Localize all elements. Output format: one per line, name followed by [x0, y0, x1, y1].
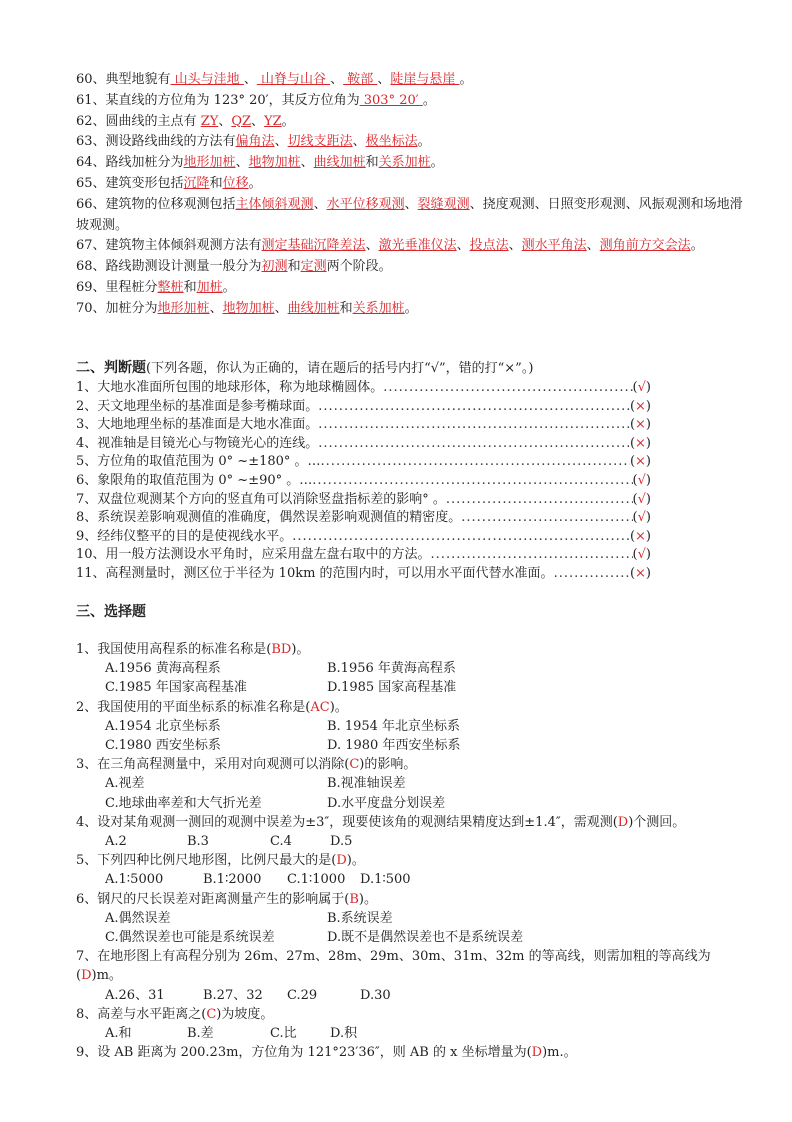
question-text: 和	[365, 155, 379, 171]
option: C.29	[287, 987, 318, 1003]
judge-answer: (×)	[629, 565, 651, 581]
fill-in-item	[76, 153, 746, 174]
judge-item	[76, 472, 651, 491]
question-text: 68、路线勘测设计测量一般分为	[76, 259, 262, 275]
option: C.4	[270, 833, 292, 849]
dot-leader	[554, 565, 630, 584]
answer-letters: D	[531, 1045, 543, 1061]
judge-item	[76, 565, 651, 584]
options-row	[76, 986, 746, 1005]
fill-in-item	[76, 70, 746, 91]
judge-answer: (√)	[632, 491, 651, 507]
question-text: 、	[330, 72, 344, 87]
question-text: 、	[377, 72, 391, 87]
question-text: 。	[404, 300, 418, 316]
question-text: 、	[365, 238, 379, 254]
answer-blank: 测定基础沉降差法	[261, 238, 366, 254]
answer-blank: 地物加桩	[222, 300, 275, 316]
option: A.和	[105, 1025, 132, 1041]
options-row	[76, 832, 746, 851]
option: D.水平度盘分划误差	[327, 795, 446, 811]
answer-blank: ZY	[200, 113, 219, 129]
question-text: )。	[358, 891, 377, 907]
question-text: 、	[274, 300, 288, 316]
question-text: 、	[274, 134, 288, 150]
judge-statement: 1、大地水准面所包围的地球形体，称为地球椭圆体。	[76, 380, 384, 395]
choice-question	[76, 851, 746, 870]
answer-blank: 曲线加桩	[287, 300, 340, 316]
fill-in-item	[76, 257, 746, 278]
question-text: 、	[352, 134, 366, 150]
question-text: 9、设 AB 距离为 200.23m，方位角为 121°23′36″，则 AB 的 x 坐标增量为(	[76, 1045, 532, 1061]
question-text: 64、路线加桩分为	[76, 155, 184, 171]
question-text: )。	[329, 699, 348, 715]
question-text: 、	[313, 196, 327, 212]
option: C.1∶1000	[287, 872, 346, 888]
fill-in-item	[76, 236, 746, 257]
dot-leader	[461, 509, 632, 528]
section-instructions: (下列各题，你认为正确的，请在题后的括号内打“√”，错的打“×”。)	[146, 361, 534, 376]
question-text: )个测回。	[628, 814, 686, 830]
answer-blank: 山头与洼地	[170, 72, 244, 87]
question-text: )m.。	[542, 1045, 577, 1061]
options-row	[76, 794, 746, 813]
question-text: 1、我国使用高程系的标准名称是(	[76, 642, 272, 657]
question-text: 和	[183, 279, 197, 295]
options-row	[76, 1024, 746, 1043]
answer-blank: 关系加桩	[352, 300, 405, 316]
judge-answer: (×)	[629, 454, 651, 470]
dot-leader	[318, 398, 630, 417]
question-text: )。	[346, 853, 365, 869]
option: A.1∶5000	[105, 872, 164, 888]
choice-question	[76, 890, 746, 909]
question-text: 5、下列四种比例尺地形图，比例尺最大的是(	[76, 853, 337, 869]
option: D.积	[330, 1025, 358, 1041]
answer-blank: 303° 20′	[359, 92, 423, 108]
judge-answer: (×)	[629, 417, 651, 433]
option: B.视准轴误差	[327, 776, 406, 792]
judge-mark: ×	[635, 565, 646, 581]
dot-leader	[446, 491, 633, 510]
answer-letters: C	[349, 757, 360, 773]
question-text: 70、加桩分为	[76, 300, 158, 316]
question-text: 、	[209, 300, 223, 316]
option: B. 1954 年北京坐标系	[327, 718, 461, 734]
judge-item	[76, 398, 651, 417]
question-text: 。	[222, 279, 236, 295]
option: B.1956 年黄海高程系	[327, 661, 456, 677]
question-text: 、	[300, 155, 314, 171]
option: D.既不是偶然误差也不是系统误差	[327, 929, 524, 945]
option: A.1956 黄海高程系	[105, 661, 221, 677]
answer-blank: 曲线加桩	[313, 155, 366, 171]
option: D.1985 国家高程基准	[327, 680, 457, 696]
question-text: 63、测设路线曲线的方法有	[76, 134, 236, 150]
answer-blank: 水平位移观测	[326, 196, 405, 212]
options-row	[76, 870, 746, 889]
answer-blank: 地形加桩	[183, 155, 236, 171]
question-text: 和	[287, 259, 301, 275]
question-text: 69、里程桩分	[76, 279, 158, 295]
question-text: 两个阶段。	[326, 259, 392, 275]
question-text: 。	[430, 155, 444, 171]
option: D.30	[360, 987, 391, 1003]
choice-question	[76, 640, 746, 659]
answer-letters: AC	[310, 699, 330, 715]
question-text: )为坡度。	[216, 1006, 274, 1022]
dot-leader	[312, 472, 632, 491]
question-text: 2、我国使用的平面坐标系的标准名称是(	[76, 699, 311, 715]
dot-leader	[321, 453, 630, 472]
option: A.偶然误差	[105, 910, 171, 926]
judge-statement: 9、经纬仪整平的目的是使视线水平。	[76, 528, 293, 544]
fill-in-answers	[76, 70, 746, 320]
options-row	[76, 909, 746, 928]
question-text: 、	[508, 238, 522, 254]
answer-letters: C	[206, 1006, 217, 1022]
judge-mark: ×	[635, 528, 646, 544]
judge-mark: ×	[635, 417, 646, 433]
answer-letters: D	[617, 814, 629, 830]
judge-item	[76, 528, 651, 547]
judge-statement: 6、象限角的取值范围为 0° ~±90° 。…	[76, 472, 313, 488]
answer-blank: 激光垂准仪法	[378, 238, 457, 254]
judge-section	[76, 358, 651, 584]
answer-blank: 裂缝观测	[417, 196, 470, 212]
answer-blank: 初测	[261, 259, 288, 275]
question-text: 、	[456, 238, 470, 254]
answer-blank: QZ	[231, 113, 252, 129]
answer-blank: 整桩	[157, 279, 184, 295]
question-text: 、	[218, 113, 232, 129]
judge-answer: (√)	[632, 472, 651, 488]
option: C.比	[270, 1025, 297, 1041]
question-text: 3、在三角高程测量中，采用对向观测可以消除(	[76, 757, 350, 773]
choice-question	[76, 1005, 746, 1024]
question-text: 、	[586, 238, 600, 254]
judge-statement: 3、大地地理坐标的基准面是大地水准面。	[76, 417, 319, 433]
option: D. 1980 年西安坐标系	[327, 737, 461, 753]
question-text: 。	[281, 113, 295, 129]
question-text: 。	[417, 134, 431, 150]
judge-mark: ×	[635, 454, 646, 470]
judge-answer: (√)	[632, 547, 651, 563]
judge-section-title	[76, 358, 651, 379]
question-text: 和	[209, 175, 223, 191]
question-text: 66、建筑物的位移观测包括	[76, 196, 236, 212]
question-text: 60、典型地貌有	[76, 72, 171, 87]
choice-section-title: 三、选择题	[76, 604, 146, 620]
option: A.26、31	[105, 987, 165, 1003]
fill-in-item	[76, 174, 746, 195]
judge-statement: 10、用一般方法测设水平角时，应采用盘左盘右取中的方法。	[76, 547, 431, 563]
fill-in-item	[76, 132, 746, 153]
question-text: 、	[235, 155, 249, 171]
option: D.1∶500	[360, 872, 411, 888]
judge-item	[76, 416, 651, 435]
answer-blank: 位移	[222, 175, 249, 191]
question-text: 7、在地形图上有高程分别为 26m、27m、28m、29m、30m、31m、32m 的等高线，则需加粗的等高线为(	[76, 949, 711, 984]
question-text: 4、设对某角观测一测回的观测中误差为±3″，现要使该角的观测结果精度达到±1.4″，需观测(	[76, 814, 618, 830]
section-heading: 二、判断题	[76, 360, 146, 376]
judge-mark: ×	[635, 435, 646, 451]
judge-answer: (×)	[629, 398, 651, 414]
answer-blank: 测角前方交会法	[599, 238, 691, 254]
judge-answer: (×)	[629, 528, 651, 544]
answer-blank: 切线支距法	[287, 134, 353, 150]
choice-question	[76, 1043, 746, 1062]
fill-in-item	[76, 299, 746, 320]
options-row	[76, 774, 746, 793]
choice-question	[76, 755, 746, 774]
dot-leader	[383, 379, 632, 398]
judge-item	[76, 453, 651, 472]
option: B.27、32	[203, 987, 263, 1003]
options-row	[76, 928, 746, 947]
answer-blank: 陡崖与悬崖	[390, 72, 460, 87]
judge-list	[76, 379, 651, 584]
judge-item	[76, 546, 651, 565]
question-text: )。	[291, 642, 310, 657]
judge-mark: √	[637, 547, 646, 563]
options-row	[76, 717, 746, 736]
answer-blank: 鞍部	[343, 72, 378, 87]
question-text: 。	[690, 238, 704, 254]
judge-answer: (√)	[632, 380, 651, 395]
question-text: 67、建筑物主体倾斜观测方法有	[76, 238, 262, 254]
answer-blank: 偏角法	[235, 134, 275, 150]
answer-blank: 山脊与山谷	[256, 72, 331, 87]
question-text: 。	[459, 72, 473, 87]
judge-item	[76, 509, 651, 528]
question-text: 。	[422, 92, 436, 108]
answer-blank: 测水平角法	[521, 238, 587, 254]
answer-letters: B	[349, 891, 359, 907]
options-row	[76, 678, 746, 697]
judge-statement: 5、方位角的取值范围为 0° ~±180° 。…	[76, 454, 321, 470]
fill-in-item	[76, 195, 746, 237]
question-text: 62、圆曲线的主点有	[76, 113, 201, 129]
judge-item	[76, 491, 651, 510]
option: B.3	[187, 833, 209, 849]
options-row	[76, 736, 746, 755]
question-text: 、	[251, 113, 265, 129]
judge-mark: √	[637, 472, 646, 488]
option: A.1954 北京坐标系	[105, 718, 221, 734]
question-text: 和	[339, 300, 353, 316]
judge-item	[76, 379, 651, 398]
answer-blank: 关系加桩	[378, 155, 431, 171]
dot-leader	[292, 528, 630, 547]
judge-statement: 7、双盘位观测某个方向的竖直角可以消除竖盘指标差的影响° 。	[76, 491, 446, 507]
choice-question	[76, 813, 746, 832]
fill-in-item	[76, 278, 746, 299]
answer-blank: 投点法	[469, 238, 509, 254]
fill-in-item	[76, 91, 746, 112]
option: C.1985 年国家高程基准	[105, 680, 247, 696]
judge-statement: 4、视准轴是目镜光心与物镜光心的连线。	[76, 435, 319, 451]
dot-leader	[431, 546, 633, 565]
judge-statement: 11、高程测量时，测区位于半径为 10km 的范围内时，可以用水平面代替水准面。	[76, 565, 554, 581]
answer-blank: 主体倾斜观测	[235, 196, 314, 212]
judge-mark: ×	[635, 398, 646, 414]
option: B.系统误差	[327, 910, 393, 926]
answer-blank: 加桩	[196, 279, 223, 295]
judge-mark: √	[637, 380, 646, 395]
answer-blank: 极坐标法	[365, 134, 418, 150]
option: B.差	[187, 1025, 214, 1041]
judge-mark: √	[637, 510, 646, 526]
answer-letters: BD	[271, 642, 292, 657]
option: C.偶然误差也可能是系统误差	[105, 929, 275, 945]
answer-blank: 地形加桩	[157, 300, 210, 316]
answer-letters: D	[336, 853, 347, 869]
answer-blank: YZ	[264, 113, 282, 129]
judge-answer: (√)	[632, 510, 651, 526]
dot-leader	[318, 416, 630, 435]
option: D.5	[330, 833, 353, 849]
judge-answer: (×)	[629, 435, 651, 451]
judge-statement: 8、系统误差影响观测值的准确度，偶然误差影响观测值的精密度。	[76, 510, 462, 526]
question-text: 8、高差与水平距离之(	[76, 1006, 207, 1022]
option: C.1980 西安坐标系	[105, 737, 221, 753]
choice-question	[76, 698, 746, 717]
judge-item	[76, 435, 651, 454]
question-text: )的影响。	[359, 757, 417, 773]
fill-in-item	[76, 112, 746, 133]
option: A.视差	[105, 776, 145, 792]
question-text: )m。	[91, 968, 122, 984]
answer-letters: D	[81, 968, 92, 984]
question-text: 6、钢尺的尺长误差对距离测量产生的影响属于(	[76, 891, 350, 907]
judge-mark: √	[637, 491, 646, 507]
choice-question	[76, 947, 746, 985]
answer-blank: 地物加桩	[248, 155, 301, 171]
choice-section	[76, 640, 746, 1062]
options-row	[76, 659, 746, 678]
question-text: 65、建筑变形包括	[76, 175, 184, 191]
answer-blank: 定测	[300, 259, 327, 275]
question-text: 、挠度观测、日照变形观测、风振观测和场地滑坡观测。	[76, 196, 743, 233]
question-text: 、	[404, 196, 418, 212]
option: B.1∶2000	[203, 872, 262, 888]
question-text: 。	[248, 175, 262, 191]
question-text: 、	[243, 72, 257, 87]
judge-statement: 2、天文地理坐标的基准面是参考椭球面。	[76, 398, 319, 414]
question-text: 61、某直线的方位角为 123° 20′，其反方位角为	[76, 92, 360, 108]
answer-blank: 沉降	[183, 175, 210, 191]
option: A.2	[105, 833, 127, 849]
dot-leader	[318, 435, 630, 454]
option: C.地球曲率差和大气折光差	[105, 795, 262, 811]
